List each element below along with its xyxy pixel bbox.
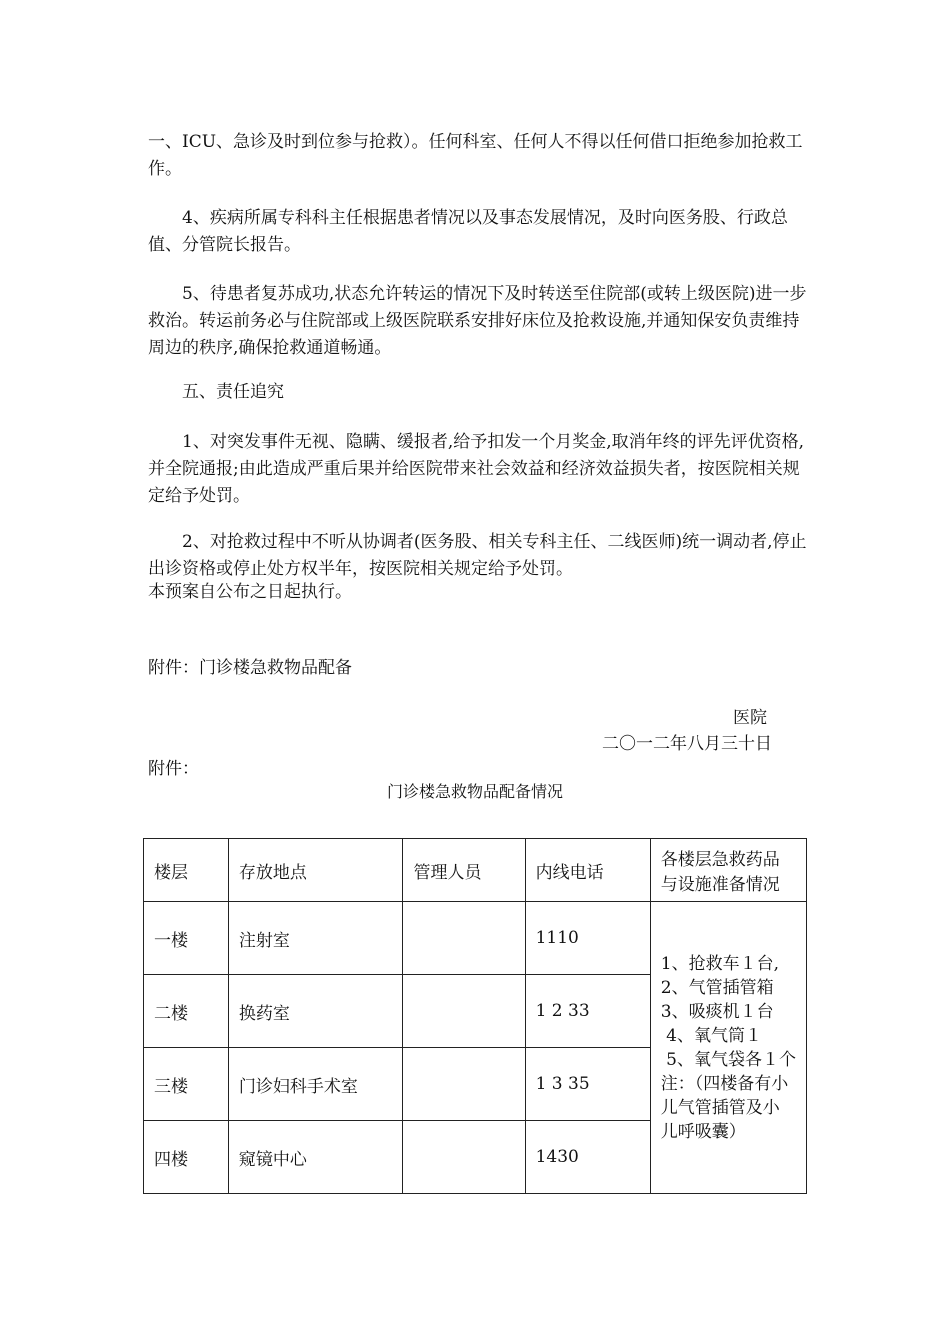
equipment-note: 5、氧气袋各１个 bbox=[660, 1049, 796, 1070]
paragraph-item-5: 5、待患者复苏成功,状态允许转运的情况下及时转送至住院部(或转上级医院)进一步救治。转运前务必与住院部或上级医院联系安排好床位及抢救设施,并通知保安负责维持周边的秩序,确保抢救通道畅通。 bbox=[148, 284, 807, 358]
cell-floor: 一楼 bbox=[144, 902, 229, 975]
cell-manager bbox=[403, 1121, 525, 1194]
table-header-row bbox=[144, 839, 807, 902]
paragraph-accountability-2: 2、对抢救过程中不听从协调者(医务股、相关专科主任、二线医师)统一调动者,停止出诊资格或停止处方权半年，按医院相关规定给予处罚。 bbox=[148, 532, 807, 579]
cell-floor: 四楼 bbox=[144, 1121, 229, 1194]
equipment-note: 2、气管插管箱 bbox=[660, 977, 774, 998]
cell-manager bbox=[403, 902, 525, 975]
cell-phone: 1 2 33 bbox=[525, 975, 650, 1048]
header-phone: 内线电话 bbox=[525, 839, 650, 902]
cell-location: 门诊妇科手术室 bbox=[228, 1048, 403, 1121]
header-manager: 管理人员 bbox=[403, 839, 525, 902]
emergency-supplies-table bbox=[143, 838, 807, 1194]
signature-organization: 医院 bbox=[733, 708, 767, 728]
cell-floor: 三楼 bbox=[144, 1048, 229, 1121]
effective-statement: 本预案自公布之日起执行。 bbox=[148, 582, 352, 602]
header-floor: 楼层 bbox=[144, 839, 229, 902]
signature-date: 二〇一二年八月三十日 bbox=[602, 734, 772, 754]
cell-phone: 1110 bbox=[525, 902, 650, 975]
equipment-note: 注：（四楼备有小儿气管插管及小儿呼吸囊） bbox=[660, 1073, 789, 1142]
attachment-reference: 附件：门诊楼急救物品配备 bbox=[148, 658, 352, 678]
cell-manager bbox=[403, 1048, 525, 1121]
paragraph-item-4: 4、疾病所属专科科主任根据患者情况以及事态发展情况，及时向医务股、行政总值、分管院长报告。 bbox=[148, 208, 788, 255]
table-row bbox=[144, 902, 807, 975]
header-location: 存放地点 bbox=[228, 839, 403, 902]
equipment-note: 1、抢救车１台, bbox=[660, 953, 779, 974]
cell-phone: 1430 bbox=[525, 1121, 650, 1194]
cell-equipment-notes bbox=[650, 902, 806, 1194]
cell-phone: 1 3 35 bbox=[525, 1048, 650, 1121]
cell-location: 换药室 bbox=[228, 975, 403, 1048]
table-title: 门诊楼急救物品配备情况 bbox=[386, 782, 563, 801]
attachment-label: 附件： bbox=[148, 759, 199, 779]
cell-manager bbox=[403, 975, 525, 1048]
cell-location: 注射室 bbox=[228, 902, 403, 975]
equipment-note: 3、吸痰机１台 bbox=[660, 1001, 774, 1022]
header-equipment: 各楼层急救药品与设施准备情况 bbox=[650, 839, 806, 902]
section-heading-accountability: 五、责任追究 bbox=[182, 382, 284, 402]
paragraph-rescue-participation: 一、ICU、急诊及时到位参与抢救）。任何科室、任何人不得以任何借口拒绝参加抢救工作。 bbox=[148, 132, 803, 179]
cell-location: 窥镜中心 bbox=[228, 1121, 403, 1194]
cell-floor: 二楼 bbox=[144, 975, 229, 1048]
paragraph-accountability-1: 1、对突发事件无视、隐瞒、缓报者,给予扣发一个月奖金,取消年终的评先评优资格,并全院通报;由此造成严重后果并给医院带来社会效益和经济效益损失者，按医院相关规定给予处罚。 bbox=[148, 432, 805, 506]
equipment-note: 4、氧气筒１ bbox=[660, 1025, 762, 1046]
